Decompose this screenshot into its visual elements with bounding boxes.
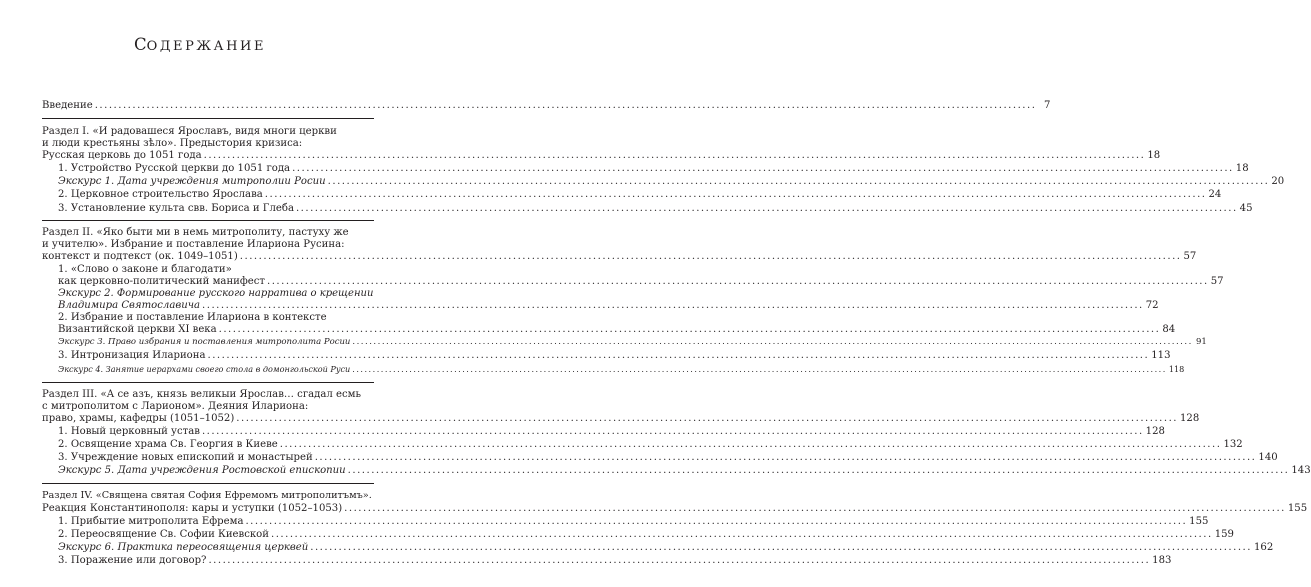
section-heading-line: Раздел IV. «Священа святая София Ефремомъ митрополитъмъ». [42, 490, 372, 501]
page-number: 24 [1208, 189, 1222, 200]
toc-section-2-heading[interactable]: контекст и подтекст (ок. 1049–1051) ........................................................................................................................................................................................................ 57 [42, 251, 1197, 262]
page-number: 84 [1162, 324, 1176, 335]
toc-entry[interactable]: как церковно-политический манифест ........................................................................................................................................................................................................ 57 [58, 276, 1224, 287]
section-heading-line: Раздел III. «А се азъ, князь великыи Ярослав… сгадал есмь [42, 389, 361, 400]
page-number: 132 [1223, 439, 1243, 450]
toc-entry-line[interactable]: 1. «Слово о законе и благодати» [58, 264, 232, 275]
toc-entry[interactable]: 3. Установление культа свв. Бориса и Глеба ........................................................................................................................................................................................................ 45 [58, 203, 1253, 214]
page-number: 128 [1145, 426, 1165, 437]
toc-entry[interactable]: 3. Интронизация Илариона ........................................................................................................................................................................................................ 113 [58, 350, 1171, 361]
toc-excursus[interactable]: Владимира Святославича ........................................................................................................................................................................................................ 72 [58, 300, 1159, 311]
page-number: 118 [1168, 364, 1185, 374]
divider [42, 483, 374, 484]
page-number: 57 [1210, 276, 1224, 287]
toc-entry[interactable]: 2. Переосвящение Св. Софии Киевской ........................................................................................................................................................................................................ 159 [58, 529, 1234, 540]
divider [42, 118, 374, 119]
divider [42, 220, 374, 221]
page-title: СОДЕРЖАНИЕ [133, 35, 267, 54]
section-heading-line: с митрополитом с Ларионом». Деяния Илариона: [42, 401, 309, 412]
toc-excursus-line[interactable]: Экскурс 2. Формирование русского нарратива о крещении [58, 288, 374, 299]
page-number: 183 [1152, 555, 1172, 566]
toc-excursus[interactable]: Экскурс 3. Право избрания и поставления митрополита Росии ........................................................................................................................................................................................................ 91 [58, 337, 1207, 347]
page-number: 155 [1189, 516, 1209, 527]
page-number: 57 [1183, 251, 1197, 262]
page-number: 72 [1145, 300, 1159, 311]
page-number: 7 [1043, 100, 1051, 111]
section-heading-line: Раздел I. «И радовашеся Ярославъ, видя многи церкви [42, 126, 337, 137]
toc-excursus[interactable]: Экскурс 1. Дата учреждения митрополии Росии ........................................................................................................................................................................................................ 20 [58, 176, 1285, 187]
page-number: 91 [1195, 337, 1207, 347]
toc-entry[interactable]: 1. Прибытие митрополита Ефрема ........................................................................................................................................................................................................ 155 [58, 516, 1209, 527]
toc-entry[interactable]: 3. Поражение или договор? ........................................................................................................................................................................................................ 183 [58, 555, 1172, 566]
page-number: 162 [1253, 542, 1274, 553]
toc-excursus[interactable]: Экскурс 6. Практика переосвящения церквей ........................................................................................................................................................................................................ 162 [58, 542, 1274, 553]
page-number: 18 [1147, 150, 1161, 161]
page-number: 159 [1214, 529, 1234, 540]
section-heading-line: и учителю». Избрание и поставление Илариона Русина: [42, 239, 345, 250]
toc-section-4-heading[interactable]: Реакция Константинополя: кары и уступки (1052–1053) ........................................................................................................................................................................................................ 155 [42, 503, 1308, 514]
toc-entry[interactable]: 1. Новый церковный устав ........................................................................................................................................................................................................ 128 [58, 426, 1165, 437]
toc-entry[interactable]: 2. Церковное строительство Ярослава ........................................................................................................................................................................................................ 24 [58, 189, 1222, 200]
toc-entry[interactable]: Византийской церкви XI века ........................................................................................................................................................................................................ 84 [58, 324, 1176, 335]
section-heading-line: и люди крестьяны зѣло». Предыстория кризиса: [42, 138, 303, 149]
page-number: 18 [1235, 163, 1249, 174]
page-number: 113 [1151, 350, 1171, 361]
page-number: 128 [1179, 413, 1200, 424]
toc-excursus[interactable]: Экскурс 5. Дата учреждения Ростовской епископии ........................................................................................................................................................................................................ 143 [58, 465, 1311, 476]
page-number: 140 [1258, 452, 1278, 463]
page-number: 20 [1271, 176, 1285, 187]
toc-entry[interactable]: 2. Освящение храма Св. Георгия в Киеве ........................................................................................................................................................................................................ 132 [58, 439, 1243, 450]
toc-excursus[interactable]: Экскурс 4. Занятие иерархами своего стола в домонгольской Руси ........................................................................................................................................................................................................ 118 [58, 364, 1185, 374]
page-number: 45 [1239, 203, 1253, 214]
toc-entry-introduction[interactable]: Введение ........................................................................................................................................................................................................ 7 [42, 100, 1051, 111]
toc-section-3-heading[interactable]: право, храмы, кафедры (1051–1052) ........................................................................................................................................................................................................ 128 [42, 413, 1200, 424]
section-heading-line: Раздел II. «Яко быти ми в немь митрополиту, пастуху же [42, 227, 349, 238]
toc-entry[interactable]: 1. Устройство Русской церкви до 1051 года ........................................................................................................................................................................................................ 18 [58, 163, 1249, 174]
page-number: 155 [1287, 503, 1308, 514]
toc-entry-line[interactable]: 2. Избрание и поставление Илариона в контексте [58, 312, 327, 323]
divider [42, 382, 374, 383]
page-number: 143 [1291, 465, 1311, 476]
toc-section-1-heading[interactable]: Русская церковь до 1051 года ........................................................................................................................................................................................................ 18 [42, 150, 1161, 161]
toc-entry[interactable]: 3. Учреждение новых епископий и монастырей ........................................................................................................................................................................................................ 140 [58, 452, 1278, 463]
